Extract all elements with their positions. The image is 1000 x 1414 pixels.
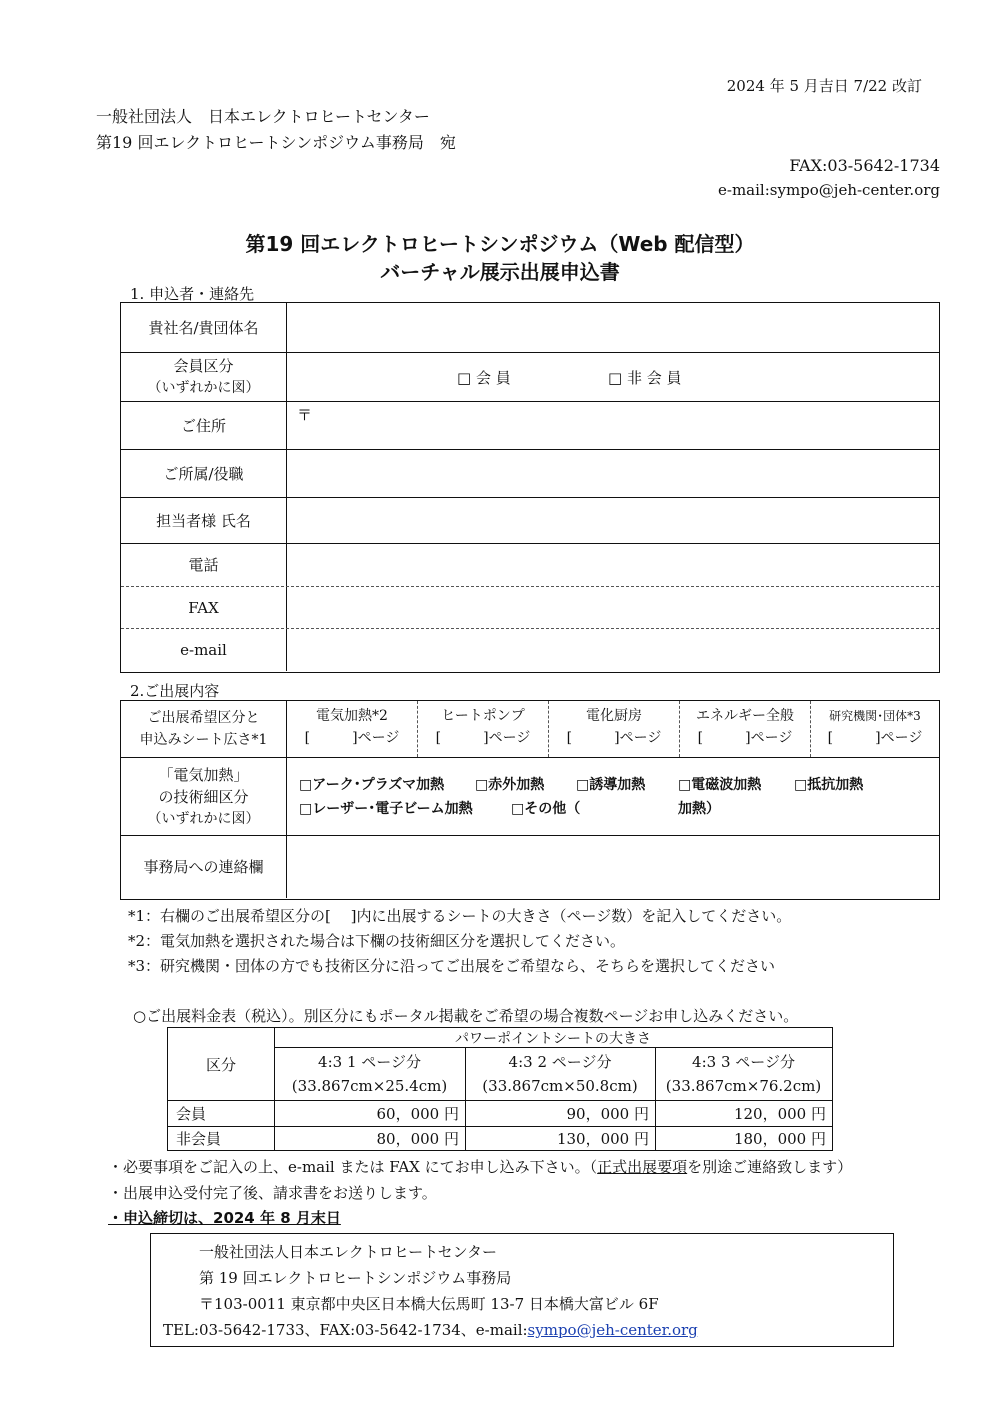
tech-option-resistance[interactable]: □抵抗加熱 [794,777,864,793]
phone-field[interactable] [287,544,939,586]
contact-office: 第 19 回エレクトロヒートシンポジウム事務局 [199,1269,512,1287]
fee-cell: 180，000 円 [733,1130,826,1148]
header-fax: FAX:03-5642-1734 [789,156,940,175]
fee-span-header: パワーポイントシートの大きさ [455,1030,651,1047]
fee-table [167,1027,833,1151]
postal-mark: 〒 [297,406,313,424]
exhibit-table [120,700,940,900]
fee-row-label: 非会員 [176,1130,222,1148]
contact-tel-line: TEL:03-5642-1733、FAX:03-5642-1734、e-mail:sympo@jeh-center.org [163,1321,698,1339]
tech-option-arc[interactable]: □アーク･プラズマ加熱 [299,777,445,793]
fee-row-label: 会員 [176,1105,207,1123]
email-field[interactable] [287,629,939,671]
bullet-invoice: ・出展申込受付完了後、請求書をお送りします。 [108,1184,437,1202]
company-row [121,303,939,352]
header-email: e-mail:sympo@jeh-center.org [718,181,940,199]
tech-row [121,757,939,835]
fax-field[interactable] [287,587,939,628]
contact-row [121,835,939,898]
category-cell[interactable]: 電気加熱*2 [ ]ページ [287,701,418,757]
tech-option-microwave[interactable]: □電磁波加熱 [678,777,762,793]
dept-label: ご所属/役職 [121,450,287,497]
deadline: ・申込締切は、2024 年 8 月末日 [108,1209,341,1227]
category-cells [287,701,939,757]
person-label: 担当者様 氏名 [121,498,287,543]
contact-box [150,1233,894,1347]
note-2: *2：電気加熱を選択された場合は下欄の技術細区分を選択してください。 [128,932,626,950]
fee-cell: 80，000 円 [376,1130,459,1148]
section2-heading: 2.ご出展内容 [130,682,220,700]
dept-row [121,449,939,497]
contact-org: 一般社団法人日本エレクトロヒートセンター [199,1243,498,1261]
phone-label: 電話 [121,544,287,586]
address-row [121,401,939,449]
tech-option-induction[interactable]: □誘導加熱 [576,777,646,793]
email-row [121,628,939,671]
size-header: 4:3 2 ページ分 (33.867cm×50.8cm) [482,1053,638,1095]
member-row [121,352,939,401]
tech-label: 「電気加熱」 の技術細区分 （いずれかに図） [121,758,287,835]
address-label: ご住所 [121,402,287,449]
contact-label: 事務局への連絡欄 [121,836,287,898]
area-row [121,701,939,757]
contact-address: 〒103-0011 東京都中央区日本橋大伝馬町 13-7 日本橋大富ビル 6F [199,1295,659,1313]
dept-field[interactable] [287,450,939,497]
section1-heading: 1. 申込者・連絡先 [130,285,255,303]
company-label: 貴社名/貴団体名 [121,303,287,352]
fax-label: FAX [121,587,287,628]
recipient-office: 第19 回エレクトロヒートシンポジウム事務局 宛 [96,133,456,152]
fee-col-header: 区分 [205,1055,236,1074]
area-label: ご出展希望区分と 申込みシート広さ*1 [121,701,287,757]
revision-date: 2024 年 5 月吉日 7/22 改訂 [726,77,922,95]
form-title: 第19 回エレクトロヒートシンポジウム（Web 配信型） [245,232,755,256]
contact-field[interactable] [287,836,939,898]
category-cell[interactable]: 電化厨房 [ ]ページ [549,701,680,757]
fax-row [121,586,939,628]
member-label: 会員区分 （いずれかに図） [121,353,287,401]
tech-option-other[interactable]: □その他（ [511,801,581,817]
tech-option-infrared[interactable]: □赤外加熱 [475,777,545,793]
bullet-application: ・必要事項をご記入の上、e-mail または FAX にてお申し込み下さい。（正式出展要項を別途ご連絡致します） [108,1158,853,1176]
fee-cell: 120，000 円 [733,1105,826,1123]
tech-option-other-suffix: 加熱） [678,801,720,817]
category-cell[interactable]: 研究機関･団体*3 [ ]ページ [827,709,923,746]
phone-row [121,543,939,586]
size-header: 4:3 3 ページ分 (33.867cm×76.2cm) [665,1053,822,1095]
email-label: e-mail [121,629,287,671]
nonmember-checkbox[interactable]: □ 非 会 員 [608,369,682,387]
category-cell[interactable]: エネルギー全般 [ ]ページ [680,701,811,757]
recipient-org: 一般社団法人 日本エレクトロヒートセンター [96,107,430,126]
fee-intro: ○ご出展料金表（税込）。別区分にもポータル掲載をご希望の場合複数ページお申し込みください。 [133,1007,799,1025]
company-field[interactable] [287,303,939,352]
person-row [121,497,939,543]
address-field[interactable] [317,402,939,449]
tech-option-laser[interactable]: □レーザー･電子ビーム加熱 [299,801,473,817]
category-cell[interactable]: ヒートポンプ [ ]ページ [418,701,549,757]
form-subtitle: バーチャル展示出展申込書 [380,260,620,284]
fee-cell: 60，000 円 [376,1105,459,1123]
person-field[interactable] [287,498,939,543]
size-header: 4:3 1 ページ分 (33.867cm×25.4cm) [291,1053,448,1095]
note-1: *1：右欄のご出展希望区分の[ ]内に出展するシートの大きさ（ページ数）を記入してください。 [128,907,792,925]
fee-cell: 90，000 円 [566,1105,649,1123]
contact-email-link[interactable]: sympo@jeh-center.org [527,1321,698,1339]
member-checkbox[interactable]: □ 会 員 [457,369,511,387]
note-3: *3：研究機関・団体の方でも技術区分に沿ってご出展をご希望なら、そちらを選択してください [128,957,776,975]
applicant-table [120,302,940,673]
fee-cell: 130，000 円 [556,1130,649,1148]
